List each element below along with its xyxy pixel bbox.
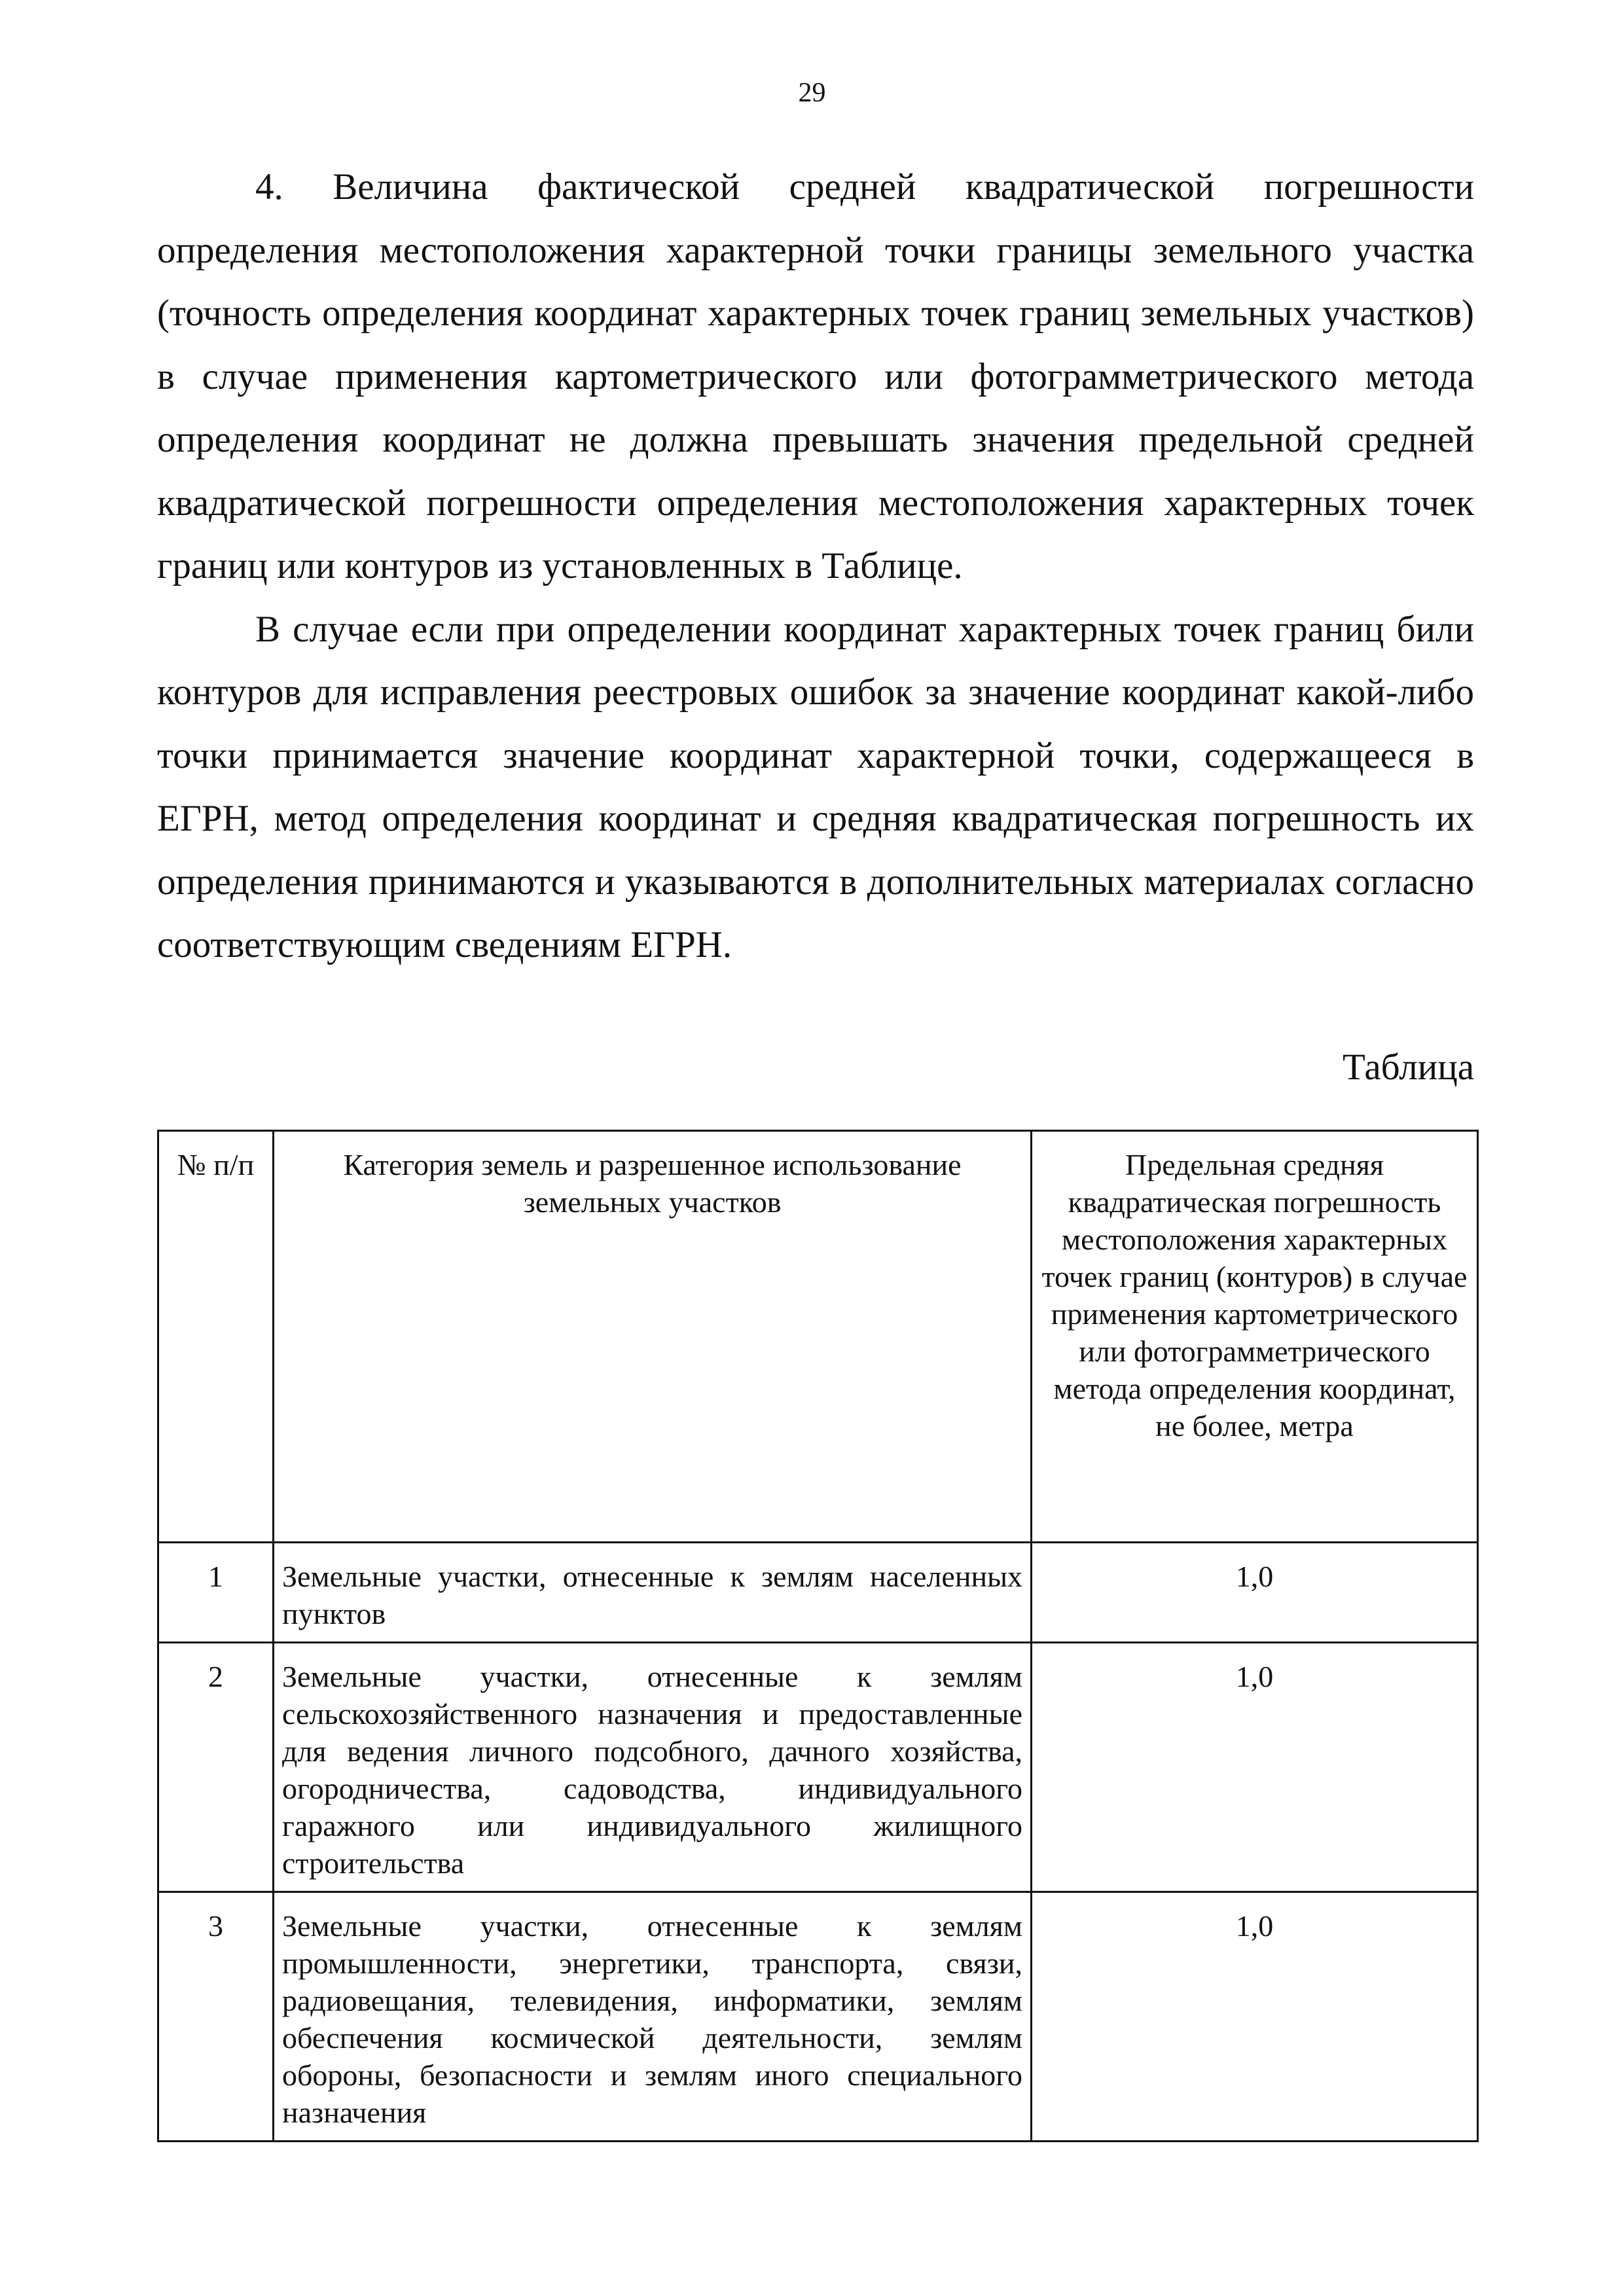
- table-header-row: [158, 1131, 1478, 1543]
- row-category: Земельные участки, отнесенные к землям промышленности, энергетики, транспорта, связи, радиовещания, телевидения, информатики, землям обеспечения космической деятельности, землям обороны, безопасности и землям иного специального назначения: [274, 1892, 1032, 2142]
- paragraph-1: 4. Величина фактической средней квадратической погрешности определения местоположения характерной точки границы земельного участка (точность определения координат характерных точек границ земельных участков) в случае применения картометрического или фотограмметрического метода определения координат не должна превышать значения предельной средней квадратической погрешности определения местоположения характерных точек границ или контуров из установленных в Таблице.: [157, 166, 1474, 586]
- row-value: 1,0: [1032, 1892, 1478, 2142]
- row-category: Земельные участки, отнесенные к землям сельскохозяйственного назначения и предоставленные для ведения личного подсобного, дачного хозяйства, огородничества, садоводства, индивидуального гаражного или индивидуального жилищного строительства: [274, 1643, 1032, 1892]
- row-num: 1: [158, 1543, 274, 1643]
- row-category: Земельные участки, отнесенные к землям населенных пунктов: [274, 1543, 1032, 1643]
- header-value: Предельная средняя квадратическая погрешность местоположения характерных точек границ (контуров) в случае применения картометрического или фотограмметрического метода определения координат, не более, метра: [1032, 1131, 1478, 1543]
- row-value: 1,0: [1032, 1543, 1478, 1643]
- body-text: [157, 156, 1474, 977]
- page-number: 29: [798, 78, 826, 108]
- row-num: 2: [158, 1643, 274, 1892]
- table-row: [158, 1892, 1478, 2142]
- table-caption: Таблица: [1342, 1047, 1474, 1088]
- row-value: 1,0: [1032, 1643, 1478, 1892]
- row-num: 3: [158, 1892, 274, 2142]
- table-row: [158, 1643, 1478, 1892]
- paragraph-2: В случае если при определении координат характерных точек границ били контуров для исправления реестровых ошибок за значение координат какой-либо точки принимается значение координат характерной точки, содержащееся в ЕГРН, метод определения координат и средняя квадратическая погрешность их определения принимаются и указываются в дополнительных материалах согласно соответствующим сведениям ЕГРН.: [157, 608, 1474, 965]
- header-category: Категория земель и разрешенное использование земельных участков: [274, 1131, 1032, 1543]
- header-num: № п/п: [158, 1131, 274, 1543]
- accuracy-table: [157, 1130, 1479, 2142]
- table-row: [158, 1543, 1478, 1643]
